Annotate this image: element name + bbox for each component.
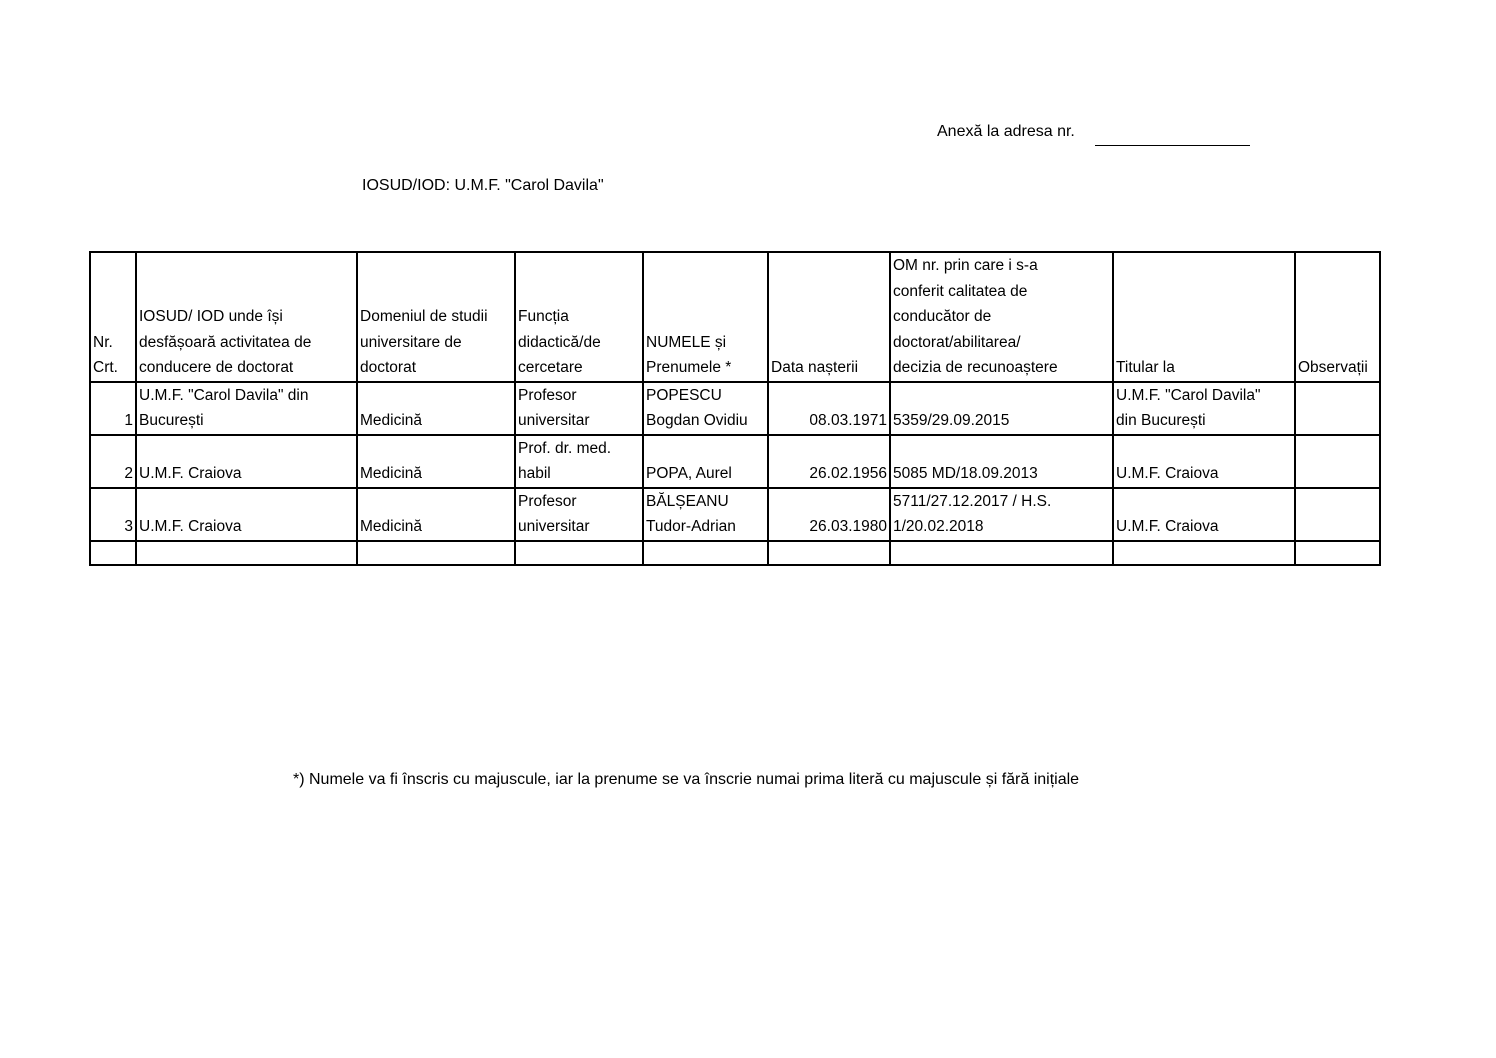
cell: 1 <box>90 382 136 435</box>
cell: Profesor universitar <box>515 382 643 435</box>
cell <box>1295 382 1380 435</box>
cell: 5359/29.09.2015 <box>890 382 1113 435</box>
supervisors-table <box>89 251 1381 566</box>
column-header: NUMELE și Prenumele * <box>643 252 768 382</box>
cell: U.M.F. Craiova <box>1113 435 1295 488</box>
annex-number-blank <box>1095 145 1250 146</box>
cell: 26.03.1980 <box>768 488 890 541</box>
empty-row <box>90 541 1380 565</box>
cell: 26.02.1956 <box>768 435 890 488</box>
cell <box>768 541 890 565</box>
cell <box>136 541 357 565</box>
cell: U.M.F. Craiova <box>136 488 357 541</box>
cell: 5085 MD/18.09.2013 <box>890 435 1113 488</box>
cell: 3 <box>90 488 136 541</box>
cell: POPA, Aurel <box>643 435 768 488</box>
cell: U.M.F. Craiova <box>136 435 357 488</box>
cell: 08.03.1971 <box>768 382 890 435</box>
cell: 5711/27.12.2017 / H.S. 1/20.02.2018 <box>890 488 1113 541</box>
column-header: Nr. Crt. <box>90 252 136 382</box>
cell: 2 <box>90 435 136 488</box>
cell: Medicină <box>357 488 515 541</box>
footnote: *) Numele va fi înscris cu majuscule, iar la prenume se va înscrie numai prima literă cu majuscule și fără inițiale <box>293 771 1080 788</box>
cell: BĂLȘEANU Tudor-Adrian <box>643 488 768 541</box>
column-header: Titular la <box>1113 252 1295 382</box>
cell: Medicină <box>357 435 515 488</box>
iosud-title: IOSUD/IOD: U.M.F. "Carol Davila" <box>362 177 604 194</box>
column-header: OM nr. prin care i s-a conferit calitatea de conducător de doctorat/abilitarea/ decizia de recunoaștere <box>890 252 1113 382</box>
table-row <box>90 382 1380 435</box>
cell <box>643 541 768 565</box>
cell <box>357 541 515 565</box>
cell <box>1295 435 1380 488</box>
column-header: IOSUD/ IOD unde își desfășoară activitatea de conducere de doctorat <box>136 252 357 382</box>
cell: U.M.F. "Carol Davila" din București <box>1113 382 1295 435</box>
cell: Prof. dr. med. habil <box>515 435 643 488</box>
cell <box>90 541 136 565</box>
table-row <box>90 435 1380 488</box>
cell <box>515 541 643 565</box>
column-header: Data nașterii <box>768 252 890 382</box>
cell: Profesor universitar <box>515 488 643 541</box>
column-header: Observații <box>1295 252 1380 382</box>
table-header-row <box>90 252 1380 382</box>
column-header: Domeniul de studii universitare de doctorat <box>357 252 515 382</box>
table-row <box>90 488 1380 541</box>
cell: U.M.F. "Carol Davila" din București <box>136 382 357 435</box>
cell <box>890 541 1113 565</box>
cell: POPESCU Bogdan Ovidiu <box>643 382 768 435</box>
cell: Medicină <box>357 382 515 435</box>
cell <box>1113 541 1295 565</box>
cell <box>1295 488 1380 541</box>
cell: U.M.F. Craiova <box>1113 488 1295 541</box>
annex-label: Anexă la adresa nr. <box>937 123 1075 140</box>
column-header: Funcția didactică/de cercetare <box>515 252 643 382</box>
cell <box>1295 541 1380 565</box>
